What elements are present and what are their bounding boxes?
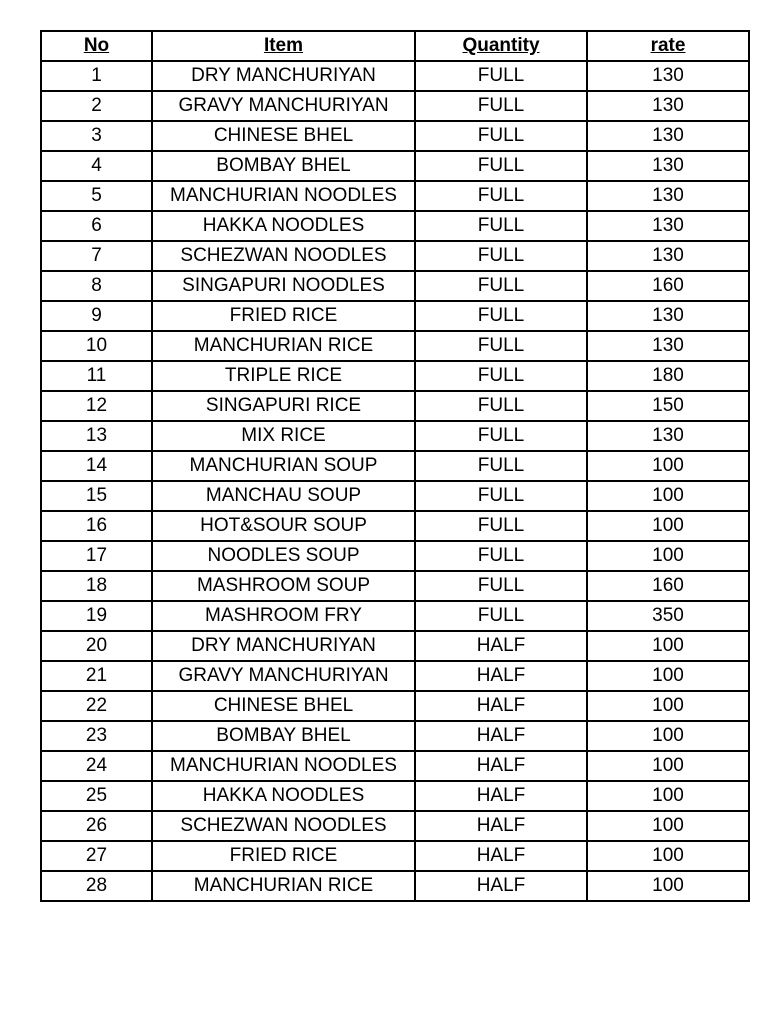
- item-name-cell: CHINESE BHEL: [152, 121, 415, 151]
- item-name-cell: BOMBAY BHEL: [152, 151, 415, 181]
- menu-price-table: [40, 30, 750, 902]
- row-number-cell: 5: [41, 181, 152, 211]
- quantity-cell: HALF: [415, 841, 587, 871]
- rate-cell: 100: [587, 751, 749, 781]
- rate-cell: 130: [587, 301, 749, 331]
- row-number-cell: 2: [41, 91, 152, 121]
- item-name-cell: HOT&SOUR SOUP: [152, 511, 415, 541]
- table-row: [41, 61, 749, 91]
- row-number-cell: 12: [41, 391, 152, 421]
- row-number-cell: 18: [41, 571, 152, 601]
- rate-cell: 160: [587, 271, 749, 301]
- item-name-cell: BOMBAY BHEL: [152, 721, 415, 751]
- row-number-cell: 28: [41, 871, 152, 901]
- row-number-cell: 15: [41, 481, 152, 511]
- table-row: [41, 421, 749, 451]
- table-row: [41, 721, 749, 751]
- quantity-cell: FULL: [415, 421, 587, 451]
- item-name-cell: SINGAPURI NOODLES: [152, 271, 415, 301]
- table-row: [41, 781, 749, 811]
- table-row: [41, 811, 749, 841]
- quantity-cell: FULL: [415, 181, 587, 211]
- row-number-cell: 9: [41, 301, 152, 331]
- rate-cell: 130: [587, 241, 749, 271]
- row-number-cell: 11: [41, 361, 152, 391]
- table-row: [41, 601, 749, 631]
- item-name-cell: MASHROOM SOUP: [152, 571, 415, 601]
- rate-cell: 130: [587, 331, 749, 361]
- row-number-cell: 7: [41, 241, 152, 271]
- item-name-cell: GRAVY MANCHURIYAN: [152, 661, 415, 691]
- table-row: [41, 541, 749, 571]
- row-number-cell: 26: [41, 811, 152, 841]
- table-row: [41, 451, 749, 481]
- table-body: [41, 61, 749, 901]
- quantity-cell: HALF: [415, 631, 587, 661]
- header-rate: rate: [587, 31, 749, 61]
- item-name-cell: NOODLES SOUP: [152, 541, 415, 571]
- rate-cell: 100: [587, 511, 749, 541]
- quantity-cell: FULL: [415, 541, 587, 571]
- table-row: [41, 271, 749, 301]
- quantity-cell: FULL: [415, 391, 587, 421]
- table-row: [41, 121, 749, 151]
- quantity-cell: FULL: [415, 481, 587, 511]
- row-number-cell: 8: [41, 271, 152, 301]
- table-row: [41, 361, 749, 391]
- table-row: [41, 181, 749, 211]
- quantity-cell: FULL: [415, 451, 587, 481]
- rate-cell: 130: [587, 181, 749, 211]
- rate-cell: 100: [587, 781, 749, 811]
- item-name-cell: CHINESE BHEL: [152, 691, 415, 721]
- row-number-cell: 16: [41, 511, 152, 541]
- quantity-cell: FULL: [415, 301, 587, 331]
- row-number-cell: 22: [41, 691, 152, 721]
- quantity-cell: HALF: [415, 781, 587, 811]
- item-name-cell: GRAVY MANCHURIYAN: [152, 91, 415, 121]
- table-row: [41, 481, 749, 511]
- row-number-cell: 4: [41, 151, 152, 181]
- row-number-cell: 24: [41, 751, 152, 781]
- row-number-cell: 21: [41, 661, 152, 691]
- item-name-cell: HAKKA NOODLES: [152, 211, 415, 241]
- item-name-cell: HAKKA NOODLES: [152, 781, 415, 811]
- quantity-cell: FULL: [415, 571, 587, 601]
- item-name-cell: MANCHURIAN SOUP: [152, 451, 415, 481]
- rate-cell: 100: [587, 481, 749, 511]
- row-number-cell: 10: [41, 331, 152, 361]
- rate-cell: 130: [587, 421, 749, 451]
- header-quantity: Quantity: [415, 31, 587, 61]
- rate-cell: 180: [587, 361, 749, 391]
- item-name-cell: FRIED RICE: [152, 301, 415, 331]
- rate-cell: 100: [587, 661, 749, 691]
- item-name-cell: MANCHURIAN NOODLES: [152, 181, 415, 211]
- row-number-cell: 1: [41, 61, 152, 91]
- rate-cell: 100: [587, 811, 749, 841]
- item-name-cell: MANCHURIAN RICE: [152, 331, 415, 361]
- rate-cell: 100: [587, 871, 749, 901]
- rate-cell: 160: [587, 571, 749, 601]
- row-number-cell: 3: [41, 121, 152, 151]
- quantity-cell: HALF: [415, 691, 587, 721]
- item-name-cell: FRIED RICE: [152, 841, 415, 871]
- table-row: [41, 91, 749, 121]
- quantity-cell: FULL: [415, 61, 587, 91]
- item-name-cell: MANCHURIAN RICE: [152, 871, 415, 901]
- header-item: Item: [152, 31, 415, 61]
- quantity-cell: FULL: [415, 151, 587, 181]
- rate-cell: 100: [587, 841, 749, 871]
- rate-cell: 100: [587, 541, 749, 571]
- row-number-cell: 19: [41, 601, 152, 631]
- table-row: [41, 751, 749, 781]
- quantity-cell: FULL: [415, 241, 587, 271]
- rate-cell: 130: [587, 121, 749, 151]
- table-row: [41, 871, 749, 901]
- rate-cell: 130: [587, 61, 749, 91]
- header-no: No: [41, 31, 152, 61]
- item-name-cell: SINGAPURI RICE: [152, 391, 415, 421]
- rate-cell: 130: [587, 211, 749, 241]
- item-name-cell: SCHEZWAN NOODLES: [152, 811, 415, 841]
- table-row: [41, 691, 749, 721]
- row-number-cell: 14: [41, 451, 152, 481]
- item-name-cell: DRY MANCHURIYAN: [152, 631, 415, 661]
- rate-cell: 100: [587, 631, 749, 661]
- quantity-cell: FULL: [415, 601, 587, 631]
- item-name-cell: DRY MANCHURIYAN: [152, 61, 415, 91]
- row-number-cell: 13: [41, 421, 152, 451]
- table-row: [41, 391, 749, 421]
- quantity-cell: FULL: [415, 271, 587, 301]
- quantity-cell: FULL: [415, 331, 587, 361]
- item-name-cell: MANCHURIAN NOODLES: [152, 751, 415, 781]
- quantity-cell: HALF: [415, 811, 587, 841]
- row-number-cell: 17: [41, 541, 152, 571]
- rate-cell: 150: [587, 391, 749, 421]
- table-header-row: [41, 31, 749, 61]
- quantity-cell: FULL: [415, 361, 587, 391]
- table-row: [41, 211, 749, 241]
- rate-cell: 130: [587, 151, 749, 181]
- table-row: [41, 241, 749, 271]
- quantity-cell: HALF: [415, 721, 587, 751]
- quantity-cell: FULL: [415, 511, 587, 541]
- row-number-cell: 20: [41, 631, 152, 661]
- rate-cell: 100: [587, 451, 749, 481]
- quantity-cell: FULL: [415, 121, 587, 151]
- quantity-cell: HALF: [415, 661, 587, 691]
- item-name-cell: MANCHAU SOUP: [152, 481, 415, 511]
- quantity-cell: FULL: [415, 211, 587, 241]
- rate-cell: 100: [587, 721, 749, 751]
- quantity-cell: FULL: [415, 91, 587, 121]
- table-row: [41, 151, 749, 181]
- quantity-cell: HALF: [415, 871, 587, 901]
- row-number-cell: 23: [41, 721, 152, 751]
- row-number-cell: 27: [41, 841, 152, 871]
- table-row: [41, 841, 749, 871]
- row-number-cell: 25: [41, 781, 152, 811]
- table-row: [41, 571, 749, 601]
- quantity-cell: HALF: [415, 751, 587, 781]
- rate-cell: 100: [587, 691, 749, 721]
- table-row: [41, 661, 749, 691]
- rate-cell: 350: [587, 601, 749, 631]
- table-row: [41, 511, 749, 541]
- row-number-cell: 6: [41, 211, 152, 241]
- item-name-cell: MASHROOM FRY: [152, 601, 415, 631]
- item-name-cell: SCHEZWAN NOODLES: [152, 241, 415, 271]
- table-row: [41, 301, 749, 331]
- table-row: [41, 331, 749, 361]
- item-name-cell: TRIPLE RICE: [152, 361, 415, 391]
- item-name-cell: MIX RICE: [152, 421, 415, 451]
- table-row: [41, 631, 749, 661]
- rate-cell: 130: [587, 91, 749, 121]
